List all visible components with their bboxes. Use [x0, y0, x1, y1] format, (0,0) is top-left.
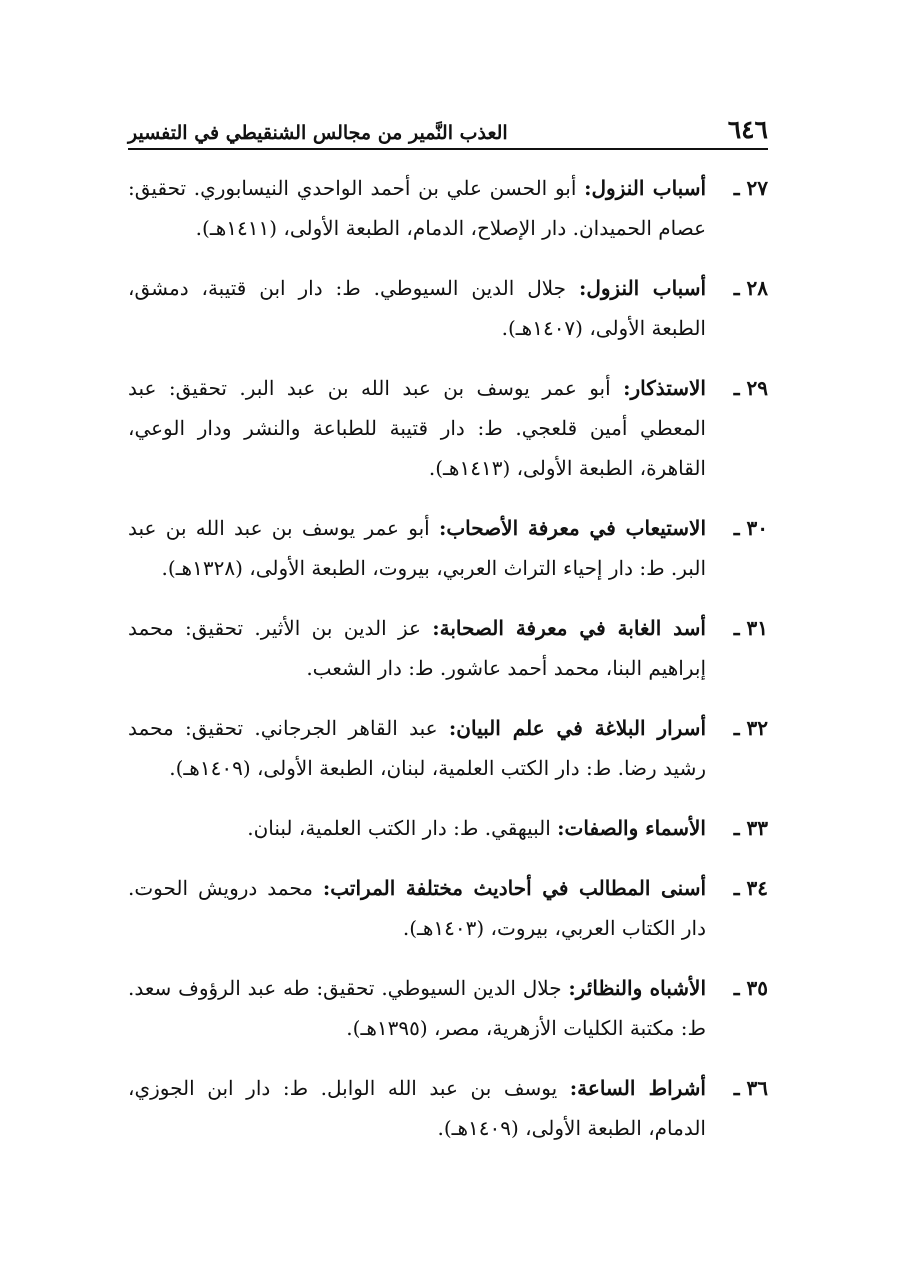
bibliography-entry — [128, 1068, 768, 1148]
entry-title: الاستذكار: — [623, 376, 706, 400]
entry-number: ٢٧ ـ — [733, 176, 768, 200]
entry-text: جلال الدين السيوطي. ط: دار ابن قتيبة، دمشق، الطبعة الأولى، (١٤٠٧هـ). — [128, 276, 706, 340]
entry-body — [128, 868, 706, 948]
entry-number: ٢٨ ـ — [733, 276, 768, 300]
book-page — [128, 100, 768, 1168]
entry-body — [128, 1068, 706, 1148]
entry-text: يوسف بن عبد الله الوابل. ط: دار ابن الجوزي، الدمام، الطبعة الأولى، (١٤٠٩هـ). — [128, 1076, 706, 1140]
entry-body — [128, 708, 706, 788]
page-number: ٦٤٦ — [727, 115, 768, 144]
entry-body — [128, 808, 706, 848]
entry-text: جلال الدين السيوطي. تحقيق: طه عبد الرؤوف سعد. ط: مكتبة الكليات الأزهرية، مصر، (١٣٩٥هـ). — [128, 976, 706, 1040]
bibliography-list — [128, 168, 768, 1148]
entry-body — [128, 608, 706, 688]
entry-body — [128, 168, 706, 248]
entry-text: محمد درويش الحوت. دار الكتاب العربي، بيروت، (١٤٠٣هـ). — [128, 876, 706, 940]
bibliography-entry — [128, 708, 768, 788]
entry-title: أسنى المطالب في أحاديث مختلفة المراتب: — [322, 876, 707, 900]
bibliography-entry — [128, 808, 768, 848]
entry-number: ٣٠ ـ — [733, 516, 768, 540]
entry-title: أشراط الساعة: — [569, 1076, 706, 1100]
entry-title: الاستيعاب في معرفة الأصحاب: — [438, 516, 707, 540]
entry-text: أبو الحسن علي بن أحمد الواحدي النيسابوري. تحقيق: عصام الحميدان. دار الإصلاح، الدمام، الطبعة الأولى، (١٤١١هـ). — [128, 176, 706, 240]
entry-number: ٣٢ ـ — [733, 716, 768, 740]
entry-text: عبد القاهر الجرجاني. تحقيق: محمد رشيد رضا. ط: دار الكتب العلمية، لبنان، الطبعة الأولى، (١٤٠٩هـ). — [128, 716, 706, 780]
bibliography-entry — [128, 168, 768, 248]
book-title: العذب النَّمير من مجالس الشنقيطي في التفسير — [128, 122, 508, 144]
bibliography-entry — [128, 268, 768, 348]
entry-body — [128, 268, 706, 348]
bibliography-entry — [128, 368, 768, 488]
entry-number: ٣٦ ـ — [733, 1076, 768, 1100]
entry-body — [128, 368, 706, 488]
entry-number: ٣٤ ـ — [733, 876, 768, 900]
entry-body — [128, 968, 706, 1048]
entry-body — [128, 508, 706, 588]
entry-title: أسباب النزول: — [584, 176, 707, 200]
entry-text: البيهقي. ط: دار الكتب العلمية، لبنان. — [247, 816, 551, 840]
bibliography-entry — [128, 868, 768, 948]
bibliography-entry — [128, 968, 768, 1048]
bibliography-entry — [128, 508, 768, 588]
entry-title: أسرار البلاغة في علم البيان: — [448, 716, 706, 740]
entry-title: أسباب النزول: — [578, 276, 707, 300]
entry-text: أبو عمر يوسف بن عبد الله بن عبد البر. تحقيق: عبد المعطي أمين قلعجي. ط: دار قتيبة للطباعة والنشر ودار الوعي، القاهرة، الطبعة الأولى، (١٤١٣هـ). — [128, 376, 706, 480]
entry-number: ٣١ ـ — [733, 616, 768, 640]
entry-number: ٣٥ ـ — [733, 976, 768, 1000]
entry-title: الأشباه والنظائر: — [568, 976, 707, 1000]
entry-text: أبو عمر يوسف بن عبد الله بن عبد البر. ط: دار إحياء التراث العربي، بيروت، الطبعة الأولى، (١٣٢٨هـ). — [128, 516, 706, 580]
entry-number: ٢٩ ـ — [733, 376, 768, 400]
running-header — [128, 100, 768, 150]
bibliography-entry — [128, 608, 768, 688]
entry-title: أسد الغابة في معرفة الصحابة: — [432, 616, 706, 640]
entry-title: الأسماء والصفات: — [557, 816, 706, 840]
entry-number: ٣٣ ـ — [733, 816, 768, 840]
entry-text: عز الدين بن الأثير. تحقيق: محمد إبراهيم البنا، محمد أحمد عاشور. ط: دار الشعب. — [128, 616, 706, 680]
